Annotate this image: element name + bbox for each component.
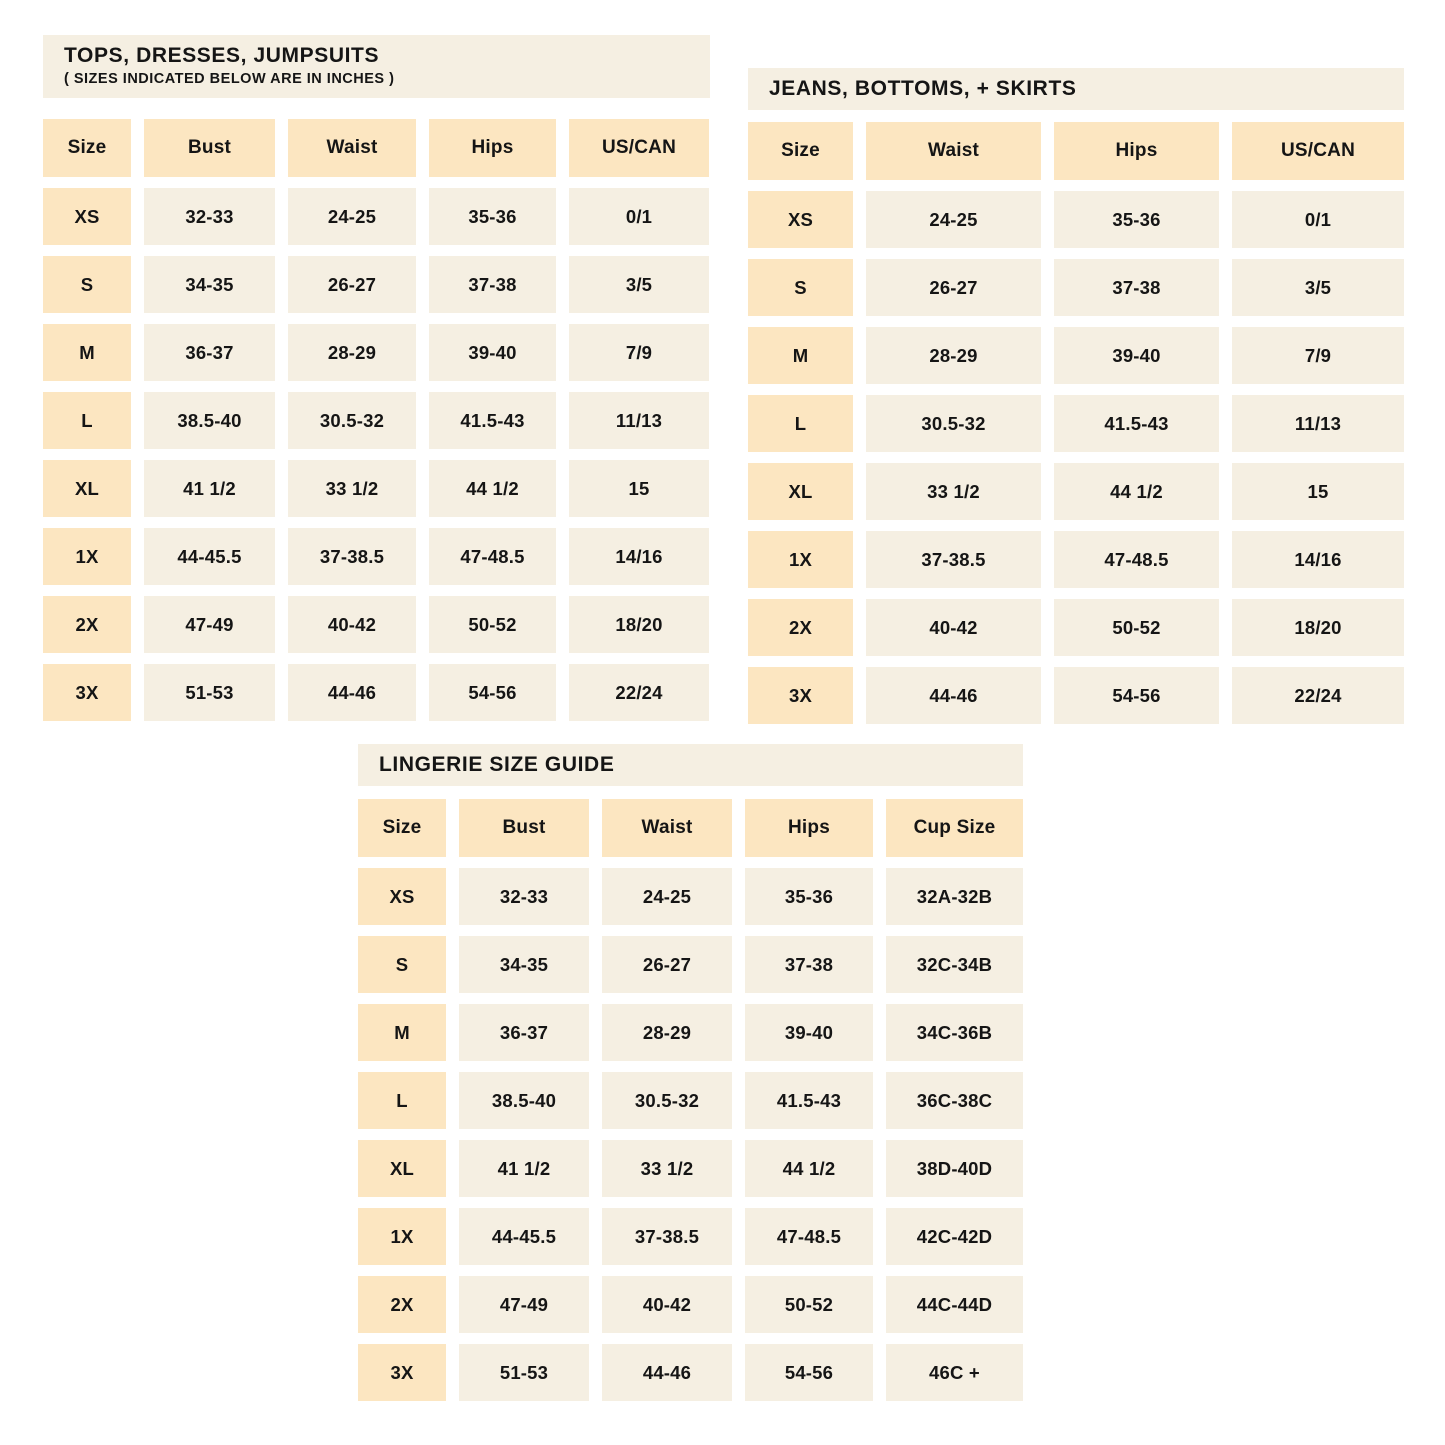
lingerie-size-label-m: M: [358, 1004, 446, 1061]
lingerie-measurement-cell: 32C-34B: [886, 936, 1023, 993]
tops-size-label-3x: 3X: [43, 664, 131, 721]
lingerie-measurement-cell: 39-40: [745, 1004, 873, 1061]
tops-measurement-cell: 41.5-43: [429, 392, 556, 449]
tops-measurement-cell: 14/16: [569, 528, 709, 585]
lingerie-measurement-cell: 47-48.5: [745, 1208, 873, 1265]
jeans-size-label-s: S: [748, 259, 853, 316]
tops-measurement-cell: 41 1/2: [144, 460, 275, 517]
lingerie-measurement-cell: 32A-32B: [886, 868, 1023, 925]
lingerie-size-label-1x: 1X: [358, 1208, 446, 1265]
tops-table-title: TOPS, DRESSES, JUMPSUITS: [64, 44, 380, 67]
tops-table-subtitle: ( SIZES INDICATED BELOW ARE IN INCHES ): [64, 71, 395, 87]
tops-measurement-cell: 47-48.5: [429, 528, 556, 585]
tops-measurement-cell: 0/1: [569, 188, 709, 245]
tops-column-header-us-can: US/CAN: [569, 119, 709, 177]
tops-column-header-waist: Waist: [288, 119, 416, 177]
jeans-measurement-cell: 54-56: [1054, 667, 1219, 724]
tops-measurement-cell: 28-29: [288, 324, 416, 381]
tops-measurement-cell: 22/24: [569, 664, 709, 721]
jeans-size-label-xs: XS: [748, 191, 853, 248]
tops-measurement-cell: 39-40: [429, 324, 556, 381]
tops-measurement-cell: 30.5-32: [288, 392, 416, 449]
lingerie-column-header-cup-size: Cup Size: [886, 799, 1023, 857]
tops-column-header-hips: Hips: [429, 119, 556, 177]
jeans-size-label-l: L: [748, 395, 853, 452]
tops-measurement-cell: 47-49: [144, 596, 275, 653]
jeans-column-header-hips: Hips: [1054, 122, 1219, 180]
lingerie-measurement-cell: 40-42: [602, 1276, 732, 1333]
jeans-measurement-cell: 39-40: [1054, 327, 1219, 384]
tops-measurement-cell: 15: [569, 460, 709, 517]
lingerie-measurement-cell: 30.5-32: [602, 1072, 732, 1129]
tops-measurement-cell: 32-33: [144, 188, 275, 245]
jeans-size-grid: [748, 122, 1404, 724]
lingerie-size-label-s: S: [358, 936, 446, 993]
jeans-measurement-cell: 37-38.5: [866, 531, 1041, 588]
lingerie-column-header-hips: Hips: [745, 799, 873, 857]
tops-measurement-cell: 18/20: [569, 596, 709, 653]
lingerie-measurement-cell: 47-49: [459, 1276, 589, 1333]
jeans-column-header-waist: Waist: [866, 122, 1041, 180]
jeans-measurement-cell: 22/24: [1232, 667, 1404, 724]
size-table-tops-dresses-jumpsuits: [43, 35, 710, 721]
lingerie-size-label-3x: 3X: [358, 1344, 446, 1401]
lingerie-measurement-cell: 34C-36B: [886, 1004, 1023, 1061]
lingerie-measurement-cell: 42C-42D: [886, 1208, 1023, 1265]
lingerie-measurement-cell: 37-38: [745, 936, 873, 993]
jeans-size-label-xl: XL: [748, 463, 853, 520]
tops-size-label-l: L: [43, 392, 131, 449]
jeans-measurement-cell: 18/20: [1232, 599, 1404, 656]
jeans-measurement-cell: 30.5-32: [866, 395, 1041, 452]
tops-size-grid: [43, 119, 710, 721]
lingerie-size-label-xs: XS: [358, 868, 446, 925]
jeans-measurement-cell: 37-38: [1054, 259, 1219, 316]
jeans-measurement-cell: 35-36: [1054, 191, 1219, 248]
lingerie-measurement-cell: 41.5-43: [745, 1072, 873, 1129]
lingerie-size-label-l: L: [358, 1072, 446, 1129]
jeans-table-title-banner: [748, 68, 1404, 110]
tops-size-label-1x: 1X: [43, 528, 131, 585]
lingerie-column-header-bust: Bust: [459, 799, 589, 857]
tops-measurement-cell: 11/13: [569, 392, 709, 449]
tops-measurement-cell: 44-45.5: [144, 528, 275, 585]
lingerie-measurement-cell: 35-36: [745, 868, 873, 925]
tops-size-label-s: S: [43, 256, 131, 313]
tops-measurement-cell: 44-46: [288, 664, 416, 721]
size-table-jeans-bottoms-skirts: [748, 68, 1404, 724]
tops-measurement-cell: 40-42: [288, 596, 416, 653]
jeans-size-label-m: M: [748, 327, 853, 384]
tops-size-label-2x: 2X: [43, 596, 131, 653]
lingerie-measurement-cell: 37-38.5: [602, 1208, 732, 1265]
lingerie-measurement-cell: 24-25: [602, 868, 732, 925]
lingerie-table-title-banner: [358, 744, 1023, 786]
tops-measurement-cell: 38.5-40: [144, 392, 275, 449]
lingerie-measurement-cell: 54-56: [745, 1344, 873, 1401]
jeans-measurement-cell: 26-27: [866, 259, 1041, 316]
jeans-table-title: JEANS, BOTTOMS, + SKIRTS: [769, 77, 1077, 100]
lingerie-measurement-cell: 44-46: [602, 1344, 732, 1401]
lingerie-measurement-cell: 41 1/2: [459, 1140, 589, 1197]
jeans-measurement-cell: 11/13: [1232, 395, 1404, 452]
lingerie-measurement-cell: 44 1/2: [745, 1140, 873, 1197]
lingerie-measurement-cell: 36C-38C: [886, 1072, 1023, 1129]
tops-size-label-m: M: [43, 324, 131, 381]
tops-measurement-cell: 44 1/2: [429, 460, 556, 517]
tops-measurement-cell: 37-38: [429, 256, 556, 313]
lingerie-measurement-cell: 50-52: [745, 1276, 873, 1333]
jeans-measurement-cell: 47-48.5: [1054, 531, 1219, 588]
lingerie-size-grid: [358, 799, 1023, 1401]
jeans-column-header-size: Size: [748, 122, 853, 180]
jeans-measurement-cell: 33 1/2: [866, 463, 1041, 520]
size-table-lingerie: [358, 744, 1023, 1401]
lingerie-column-header-waist: Waist: [602, 799, 732, 857]
tops-table-title-banner: [43, 35, 710, 98]
tops-measurement-cell: 35-36: [429, 188, 556, 245]
jeans-size-label-2x: 2X: [748, 599, 853, 656]
lingerie-measurement-cell: 32-33: [459, 868, 589, 925]
lingerie-measurement-cell: 33 1/2: [602, 1140, 732, 1197]
jeans-measurement-cell: 44 1/2: [1054, 463, 1219, 520]
lingerie-column-header-size: Size: [358, 799, 446, 857]
tops-measurement-cell: 26-27: [288, 256, 416, 313]
lingerie-measurement-cell: 38D-40D: [886, 1140, 1023, 1197]
tops-column-header-bust: Bust: [144, 119, 275, 177]
tops-measurement-cell: 7/9: [569, 324, 709, 381]
jeans-measurement-cell: 7/9: [1232, 327, 1404, 384]
lingerie-size-label-xl: XL: [358, 1140, 446, 1197]
jeans-size-label-3x: 3X: [748, 667, 853, 724]
lingerie-measurement-cell: 44C-44D: [886, 1276, 1023, 1333]
jeans-measurement-cell: 24-25: [866, 191, 1041, 248]
lingerie-measurement-cell: 38.5-40: [459, 1072, 589, 1129]
lingerie-table-title: LINGERIE SIZE GUIDE: [379, 753, 615, 776]
jeans-measurement-cell: 15: [1232, 463, 1404, 520]
jeans-measurement-cell: 44-46: [866, 667, 1041, 724]
jeans-measurement-cell: 50-52: [1054, 599, 1219, 656]
lingerie-measurement-cell: 26-27: [602, 936, 732, 993]
tops-measurement-cell: 34-35: [144, 256, 275, 313]
jeans-measurement-cell: 28-29: [866, 327, 1041, 384]
tops-column-header-size: Size: [43, 119, 131, 177]
jeans-column-header-us-can: US/CAN: [1232, 122, 1404, 180]
lingerie-measurement-cell: 28-29: [602, 1004, 732, 1061]
tops-measurement-cell: 51-53: [144, 664, 275, 721]
jeans-measurement-cell: 41.5-43: [1054, 395, 1219, 452]
tops-measurement-cell: 37-38.5: [288, 528, 416, 585]
tops-measurement-cell: 54-56: [429, 664, 556, 721]
tops-measurement-cell: 33 1/2: [288, 460, 416, 517]
jeans-measurement-cell: 3/5: [1232, 259, 1404, 316]
tops-measurement-cell: 50-52: [429, 596, 556, 653]
lingerie-measurement-cell: 46C +: [886, 1344, 1023, 1401]
tops-size-label-xl: XL: [43, 460, 131, 517]
tops-measurement-cell: 36-37: [144, 324, 275, 381]
jeans-size-label-1x: 1X: [748, 531, 853, 588]
tops-measurement-cell: 3/5: [569, 256, 709, 313]
lingerie-size-label-2x: 2X: [358, 1276, 446, 1333]
jeans-measurement-cell: 40-42: [866, 599, 1041, 656]
tops-measurement-cell: 24-25: [288, 188, 416, 245]
lingerie-measurement-cell: 36-37: [459, 1004, 589, 1061]
jeans-measurement-cell: 0/1: [1232, 191, 1404, 248]
tops-size-label-xs: XS: [43, 188, 131, 245]
jeans-measurement-cell: 14/16: [1232, 531, 1404, 588]
lingerie-measurement-cell: 51-53: [459, 1344, 589, 1401]
lingerie-measurement-cell: 44-45.5: [459, 1208, 589, 1265]
lingerie-measurement-cell: 34-35: [459, 936, 589, 993]
